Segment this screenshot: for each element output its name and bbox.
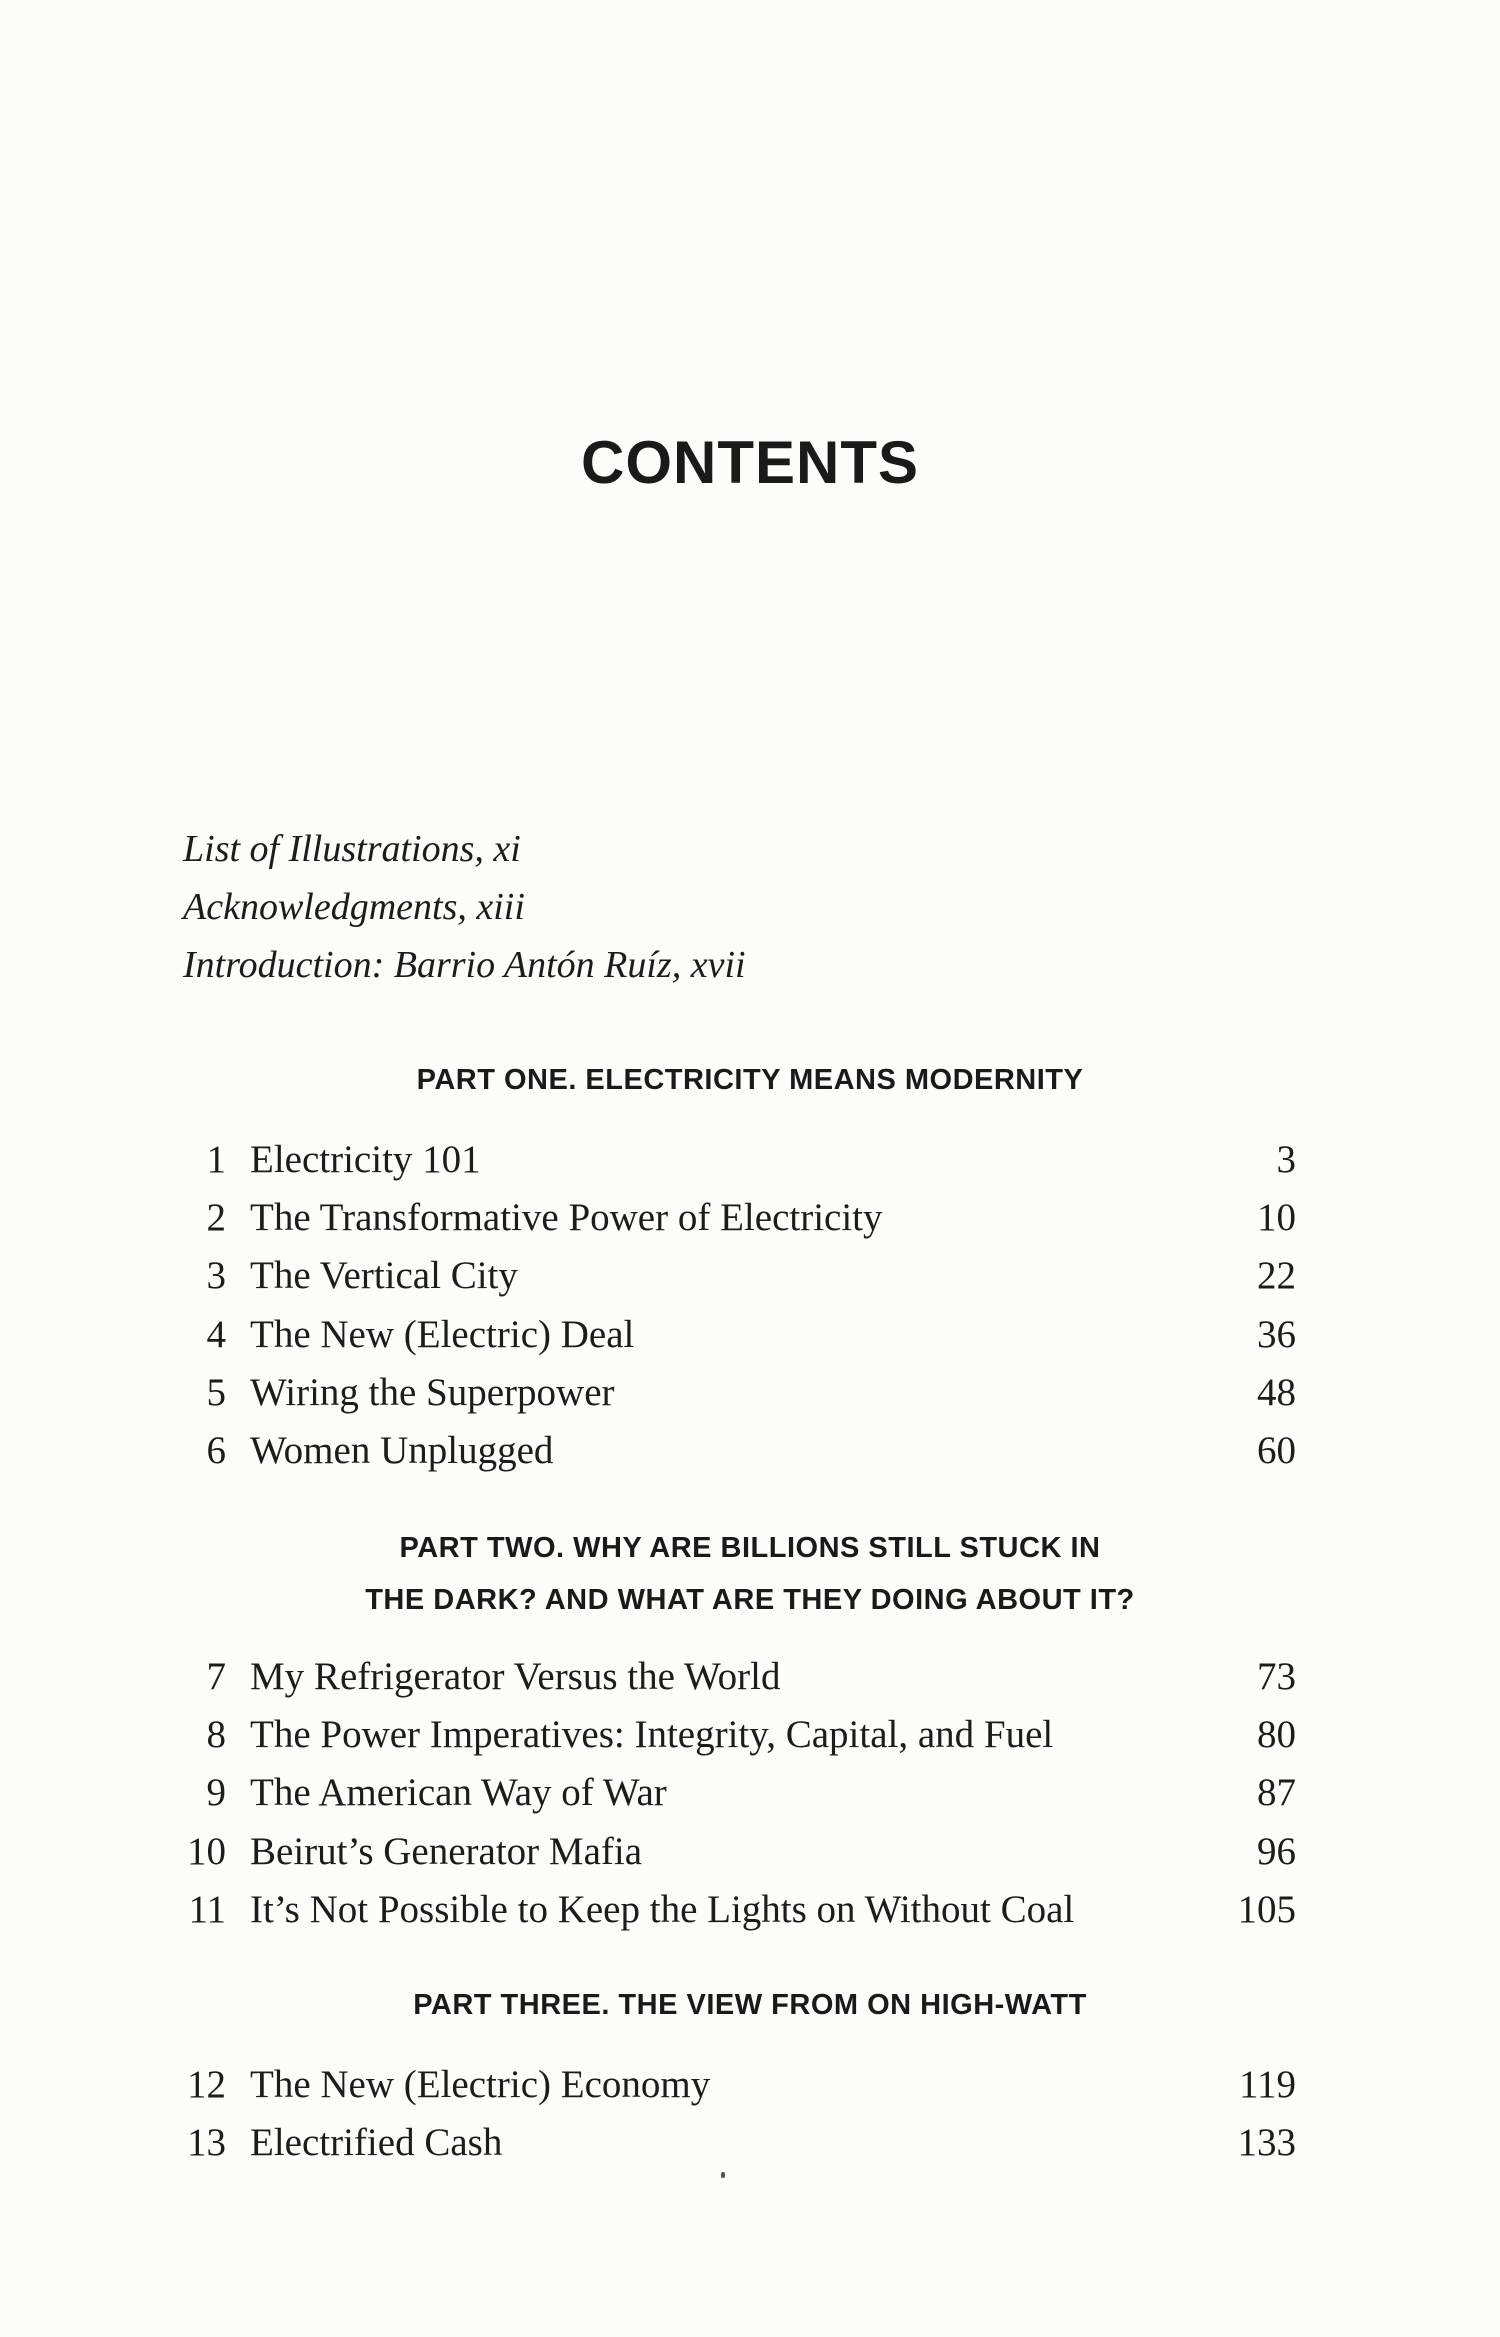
chapter-title: Electricity 101 (250, 1138, 481, 1181)
chapter-title: The Power Imperatives: Integrity, Capital, and Fuel (250, 1713, 1054, 1757)
part-heading-line: THE DARK? AND WHAT ARE THEY DOING ABOUT IT? (365, 1584, 1135, 1616)
front-matter-item-acknowledgments: Acknowledgments, xiii (183, 886, 525, 928)
chapter-page-number: 80 (1257, 1713, 1296, 1757)
page-title: CONTENTS (581, 429, 919, 496)
chapter-number: 13 (187, 2121, 226, 2165)
front-matter-item-introduction: Introduction: Barrio Antón Ruíz, xvii (183, 944, 746, 986)
chapter-title: Beirut’s Generator Mafia (250, 1829, 643, 1873)
chapter-page-number: 60 (1257, 1428, 1296, 1472)
chapter-number: 12 (187, 2063, 226, 2106)
chapter-title: It’s Not Possible to Keep the Lights on Without Coal (250, 1887, 1075, 1931)
chapter-row (160, 1648, 1296, 1706)
chapter-row (160, 1131, 1296, 1189)
chapter-title: The American Way of War (250, 1771, 667, 1815)
chapter-title: The Transformative Power of Electricity (250, 1196, 883, 1240)
chapter-row (160, 1247, 1296, 1305)
chapter-page-number: 10 (1257, 1196, 1296, 1240)
chapter-row (160, 1364, 1296, 1422)
chapter-row (160, 1764, 1296, 1822)
chapter-number: 3 (206, 1254, 226, 1298)
chapter-number: 5 (206, 1370, 226, 1414)
chapter-page-number: 3 (1276, 1138, 1296, 1181)
chapter-page-number: 105 (1237, 1887, 1296, 1931)
part-two-heading (0, 1522, 1500, 1626)
chapter-row (160, 2056, 1296, 2114)
chapter-row (160, 1881, 1296, 1939)
chapter-row (160, 2114, 1296, 2172)
part-heading-line: PART THREE. THE VIEW FROM ON HIGH-WATT (413, 1989, 1087, 2021)
chapter-page-number: 36 (1257, 1312, 1296, 1356)
chapter-page-number: 119 (1238, 2063, 1296, 2106)
chapter-page-number: 48 (1257, 1370, 1296, 1414)
chapter-number: 9 (206, 1771, 226, 1815)
chapter-number: 2 (206, 1196, 226, 1240)
chapter-title: Electrified Cash (250, 2121, 503, 2165)
front-matter-item-illustrations: List of Illustrations, xi (183, 828, 521, 870)
chapter-number: 1 (206, 1138, 226, 1181)
chapter-title: Wiring the Superpower (250, 1370, 615, 1414)
chapter-row (160, 1189, 1296, 1247)
chapter-number: 11 (188, 1887, 226, 1931)
chapter-row (160, 1706, 1296, 1764)
front-matter-list (183, 820, 746, 994)
chapter-title: Women Unplugged (250, 1428, 554, 1472)
chapter-number: 4 (206, 1312, 226, 1356)
chapter-row (160, 1422, 1296, 1480)
chapter-number: 8 (206, 1713, 226, 1757)
part-heading-line: PART TWO. WHY ARE BILLIONS STILL STUCK IN (399, 1532, 1101, 1564)
chapter-number: 7 (206, 1655, 226, 1698)
part-one-heading (0, 1054, 1500, 1106)
part-three-chapter-list (160, 2056, 1296, 2172)
chapter-page-number: 73 (1257, 1655, 1296, 1698)
chapter-page-number: 133 (1237, 2121, 1296, 2165)
part-heading-line: PART ONE. ELECTRICITY MEANS MODERNITY (416, 1064, 1084, 1096)
part-three-heading (0, 1979, 1500, 2031)
chapter-title: My Refrigerator Versus the World (250, 1655, 781, 1698)
part-two-chapter-list (160, 1648, 1296, 1939)
chapter-title: The New (Electric) Deal (250, 1312, 635, 1356)
chapter-row (160, 1306, 1296, 1364)
chapter-page-number: 96 (1257, 1829, 1296, 1873)
chapter-page-number: 87 (1257, 1771, 1296, 1815)
print-speck (721, 2172, 725, 2178)
chapter-number: 6 (206, 1428, 226, 1472)
part-one-chapter-list (160, 1131, 1296, 1480)
chapter-title: The New (Electric) Economy (250, 2063, 711, 2106)
chapter-title: The Vertical City (250, 1254, 518, 1298)
chapter-page-number: 22 (1257, 1254, 1296, 1298)
chapter-number: 10 (187, 1829, 226, 1873)
chapter-row (160, 1823, 1296, 1881)
